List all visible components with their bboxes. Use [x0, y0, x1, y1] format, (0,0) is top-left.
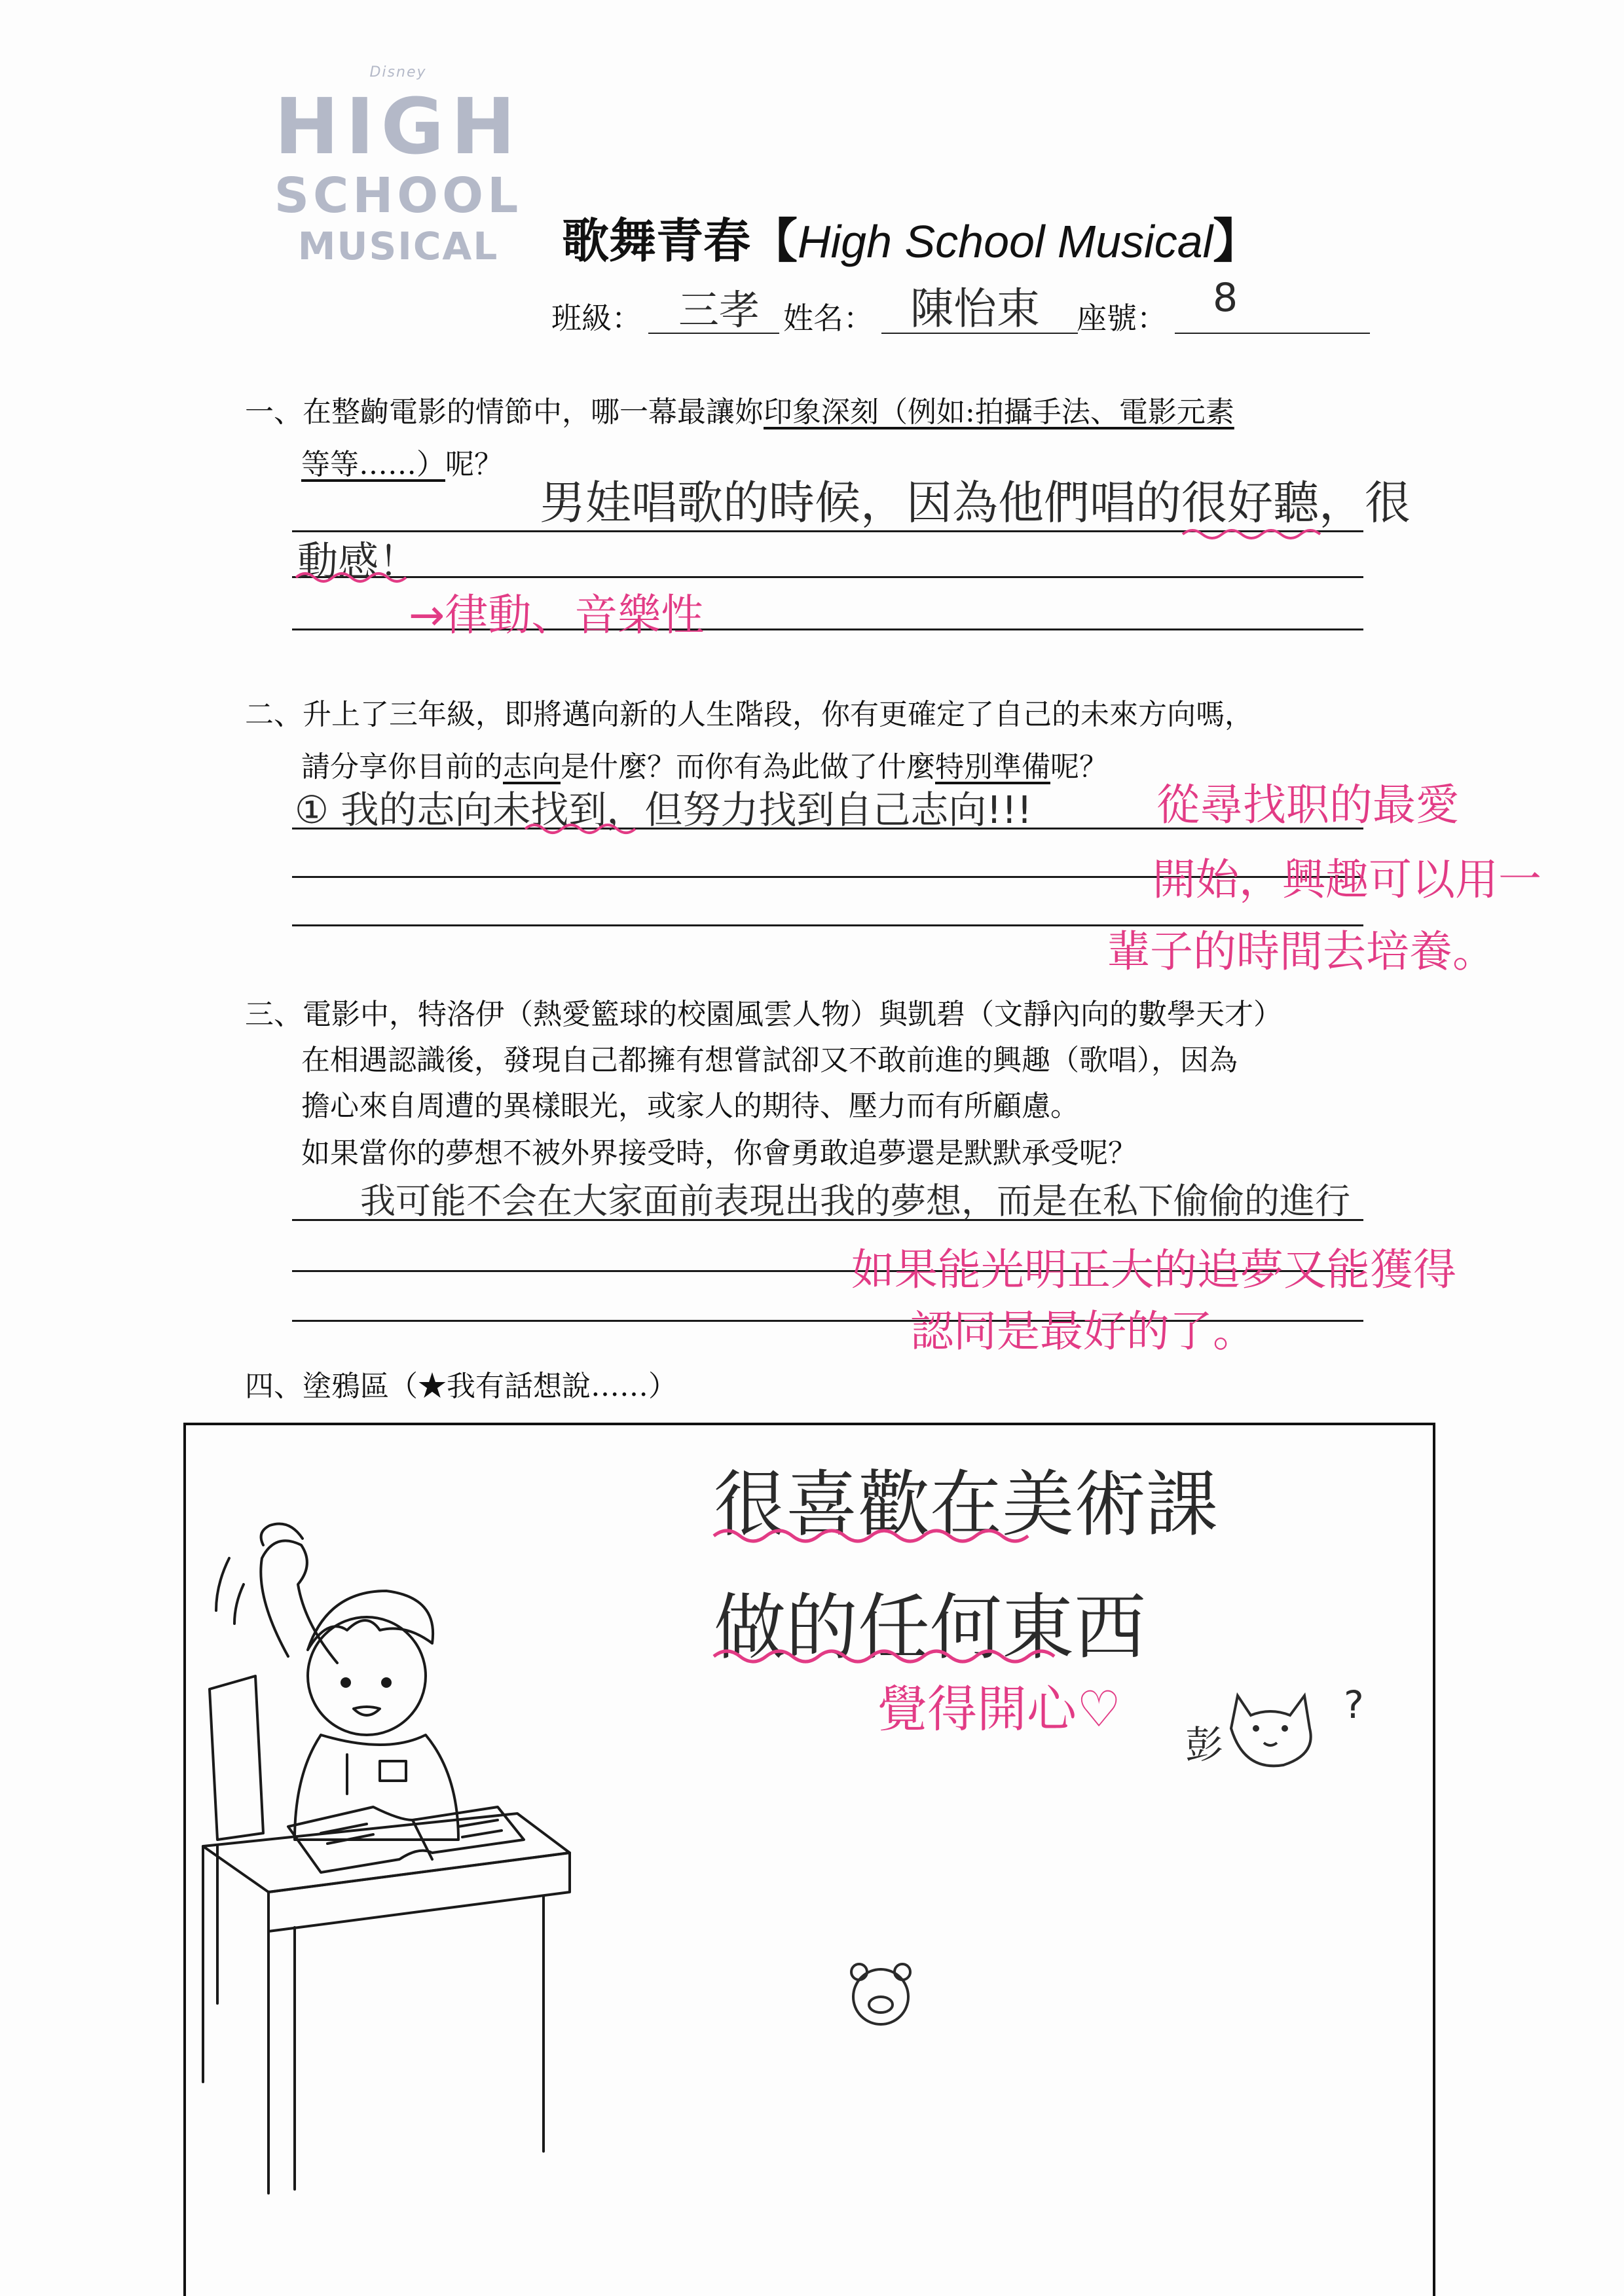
q1-answer-handwriting-1: 男娃唱歌的時候，因為他們唱的很好聽，很 [540, 476, 1411, 530]
title-bracket-close: 】 [1213, 213, 1261, 268]
title-bracket-open: 【 [750, 213, 798, 268]
q3-text-line3: 擔心來自周遭的異樣眼光，或家人的期待、壓力而有所顧慮。 [301, 1089, 1079, 1123]
q1-line1-underlined: 印象深刻（例如:拍攝手法、電影元素 [764, 395, 1234, 429]
q1-line1-a: 一、在整齣電影的情節中，哪一幕最讓妳 [245, 395, 764, 429]
seat-label: 座號： [1077, 301, 1167, 336]
q1-line2-underlined: 等等……） [301, 448, 445, 481]
squiggle-doodle-2 [714, 1651, 1054, 1662]
name-value: 陳怡束 [910, 283, 1040, 334]
squiggle-q1-good [1183, 530, 1320, 538]
bear-doodle-icon [851, 1964, 910, 2024]
q1-teacher-comment: →律動、音樂性 [409, 590, 705, 640]
doodle-handwriting-1: 很喜歡在美術課 [714, 1463, 1218, 1546]
q2-teacher-comment-2: 開始，興趣可以用一 [1153, 854, 1541, 905]
q3-answer-handwriting: 我可能不会在大家面前表現出我的夢想，而是在私下偷偷的進行 [360, 1180, 1350, 1222]
q1-answer-handwriting-2: 動感！ [297, 538, 420, 585]
title-en: High School Musical [798, 216, 1213, 267]
q3-text-line2: 在相遇認識後，發現自己都擁有想嘗試卻又不敢前進的興趣（歌唱），因為 [301, 1044, 1238, 1077]
logo-line-high: HIGH [274, 81, 523, 172]
q3-teacher-comment-2: 認同是最好的了。 [910, 1306, 1256, 1357]
squiggle-q2 [525, 825, 635, 833]
boy-at-desk-illustration [203, 1524, 570, 2194]
q4-label: 四、塗鴉區（★我有話想說……） [245, 1370, 677, 1403]
squiggle-q1-dynamic [296, 574, 406, 581]
seat-value: 8 [1213, 275, 1238, 321]
doodle-signature: 彭 [1185, 1722, 1224, 1767]
q3-teacher-comment-1: 如果能光明正大的追夢又能獲得 [851, 1245, 1456, 1295]
q2-line2-c: 是什麼？而你有為此做了什麼 [561, 750, 935, 784]
q2-text-line1: 二、升上了三年級，即將邁向新的人生階段，你有更確定了自己的未來方向嗎， [245, 698, 1253, 731]
title-zh: 歌舞青春 [562, 213, 751, 268]
doodle-handwriting-pink: 覺得開心♡ [877, 1680, 1122, 1738]
q2-teacher-comment-3: 輩子的時間去培養。 [1107, 926, 1496, 977]
q1-line2-b: 呢？ [445, 448, 503, 481]
q2-line2-underlined-1: 志向 [503, 750, 561, 784]
class-value: 三孝 [678, 286, 760, 334]
squiggle-doodle-1 [714, 1531, 1028, 1541]
name-label: 姓名： [783, 301, 874, 336]
q3-text-line4: 如果當你的夢想不被外界接受時，你會勇敢追夢還是默默承受呢？ [301, 1137, 1137, 1170]
q2-line2-a: 請分享你目前的 [301, 750, 503, 784]
q2-line2-e: 呢？ [1050, 750, 1108, 784]
q2-answer-handwriting: ① 我的志向未找到，但努力找到自己志向!!! [295, 788, 1033, 832]
logo-line-school: SCHOOL [274, 168, 523, 224]
q3-text-line1: 三、電影中，特洛伊（熱愛籃球的校園風雲人物）與凱碧（文靜內向的數學天才） [245, 998, 1282, 1031]
cat-doodle-icon [1231, 1696, 1311, 1766]
doodle-question-mark: ? [1344, 1683, 1364, 1727]
logo-small-text: Disney [369, 64, 427, 81]
q2-line2-underlined-2: 特別準備 [935, 750, 1050, 784]
q2-teacher-comment-1: 從尋找职的最愛 [1156, 780, 1459, 830]
class-label: 班級： [551, 301, 642, 336]
doodle-handwriting-2: 做的任何東西 [714, 1586, 1146, 1669]
logo-line-musical: MUSICAL [297, 224, 499, 268]
